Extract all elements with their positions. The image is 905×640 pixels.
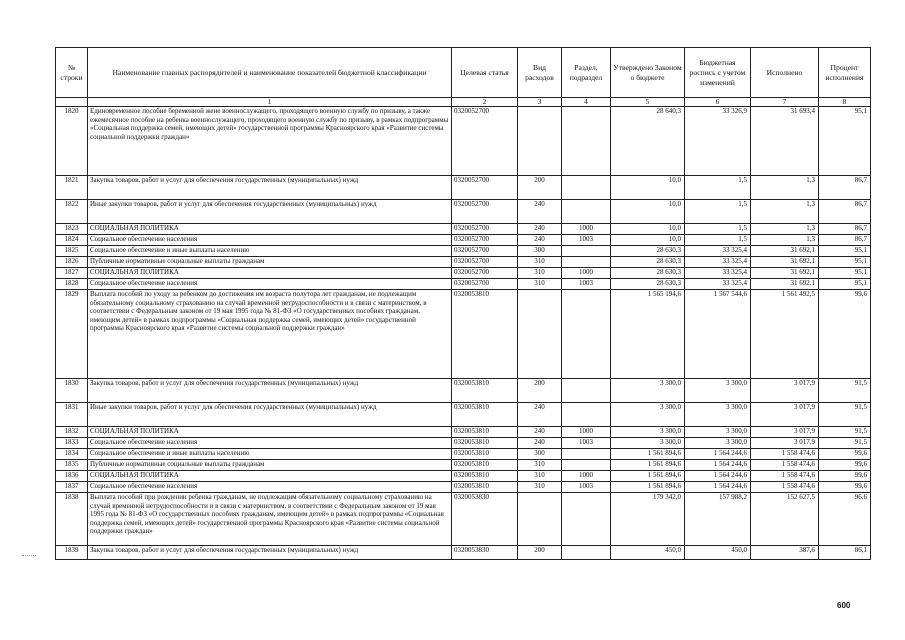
- budget-list-amount: 33 325,4: [685, 268, 751, 279]
- row-name: СОЦИАЛЬНАЯ ПОЛИТИКА: [88, 471, 452, 482]
- row-name: Социальное обеспечение и иные выплаты населению: [88, 449, 452, 460]
- header-budget-list: Бюджетная роспись с учетом изменений: [685, 48, 751, 98]
- row-name: СОЦИАЛЬНАЯ ПОЛИТИКА: [88, 427, 452, 438]
- row-number: 1834: [56, 449, 88, 460]
- approved-amount: 1 561 894,6: [611, 449, 685, 460]
- row-number: 1832: [56, 427, 88, 438]
- section-code: 1003: [562, 438, 611, 449]
- execution-percent: 95,1: [819, 279, 871, 290]
- approved-amount: 3 300,0: [611, 379, 685, 403]
- row-number: 1827: [56, 268, 88, 279]
- execution-percent: 99,6: [819, 471, 871, 482]
- execution-percent: 91,5: [819, 403, 871, 427]
- table-row: [56, 427, 871, 438]
- table-row: [56, 403, 871, 427]
- table-row: [56, 482, 871, 493]
- header-target: Целевая статья: [452, 48, 518, 98]
- approved-amount: 10,0: [611, 200, 685, 224]
- execution-percent: 95,1: [819, 268, 871, 279]
- approved-amount: 1 561 894,6: [611, 460, 685, 471]
- budget-list-amount: 1 564 244,6: [685, 482, 751, 493]
- executed-amount: 31 693,4: [751, 107, 819, 176]
- budget-list-amount: 1,5: [685, 200, 751, 224]
- executed-amount: 31 692,1: [751, 279, 819, 290]
- section-code: [562, 493, 611, 546]
- execution-percent: 99,6: [819, 449, 871, 460]
- target-article: 0320053810: [452, 290, 518, 379]
- expense-type: 310: [518, 279, 562, 290]
- budget-list-amount: 1 564 244,6: [685, 449, 751, 460]
- section-code: 1003: [562, 482, 611, 493]
- executed-amount: 1,3: [751, 176, 819, 200]
- executed-amount: 3 017,9: [751, 379, 819, 403]
- target-article: 0320053830: [452, 493, 518, 546]
- budget-list-amount: 1,5: [685, 235, 751, 246]
- expense-type: 240: [518, 403, 562, 427]
- header-approved: Утверждено Законом о бюджете: [611, 48, 685, 98]
- executed-amount: 1 558 474,6: [751, 460, 819, 471]
- section-code: [562, 257, 611, 268]
- row-number: 1822: [56, 200, 88, 224]
- expense-type: 240: [518, 224, 562, 235]
- budget-list-amount: 1,5: [685, 176, 751, 200]
- budget-list-amount: 450,0: [685, 546, 751, 560]
- header-executed: Исполнено: [751, 48, 819, 98]
- expense-type: [518, 107, 562, 176]
- section-code: [562, 107, 611, 176]
- approved-amount: 28 630,3: [611, 279, 685, 290]
- executed-amount: 1,3: [751, 200, 819, 224]
- expense-type: [518, 290, 562, 379]
- expense-type: 240: [518, 427, 562, 438]
- row-number: 1820: [56, 107, 88, 176]
- approved-amount: 10,0: [611, 235, 685, 246]
- expense-type: 310: [518, 471, 562, 482]
- budget-report-sheet: [55, 47, 870, 560]
- budget-list-amount: 157 988,2: [685, 493, 751, 546]
- expense-type: 310: [518, 460, 562, 471]
- section-code: [562, 403, 611, 427]
- executed-amount: 1,3: [751, 224, 819, 235]
- approved-amount: 10,0: [611, 224, 685, 235]
- target-article: 0320053810: [452, 403, 518, 427]
- row-number: 1835: [56, 460, 88, 471]
- header-row-no: № строки: [56, 48, 88, 98]
- row-name: Публичные нормативные социальные выплаты гражданам: [88, 257, 452, 268]
- execution-percent: 86,7: [819, 200, 871, 224]
- target-article: 0320052700: [452, 107, 518, 176]
- approved-amount: 3 300,0: [611, 438, 685, 449]
- budget-list-amount: 33 325,4: [685, 246, 751, 257]
- table-row: [56, 449, 871, 460]
- row-name: Иные закупки товаров, работ и услуг для обеспечения государственных (муниципальных) нужд: [88, 403, 452, 427]
- row-number: 1838: [56, 493, 88, 546]
- budget-list-amount: 1 564 244,6: [685, 471, 751, 482]
- row-name: Закупка товаров, работ и услуг для обеспечения государственных (муниципальных) нужд: [88, 176, 452, 200]
- table-row: [56, 268, 871, 279]
- execution-percent: 91,5: [819, 379, 871, 403]
- table-row: [56, 246, 871, 257]
- column-number: 2: [452, 98, 518, 107]
- row-number: 1830: [56, 379, 88, 403]
- approved-amount: 3 300,0: [611, 427, 685, 438]
- section-code: 1000: [562, 224, 611, 235]
- expense-type: [518, 493, 562, 546]
- expense-type: 200: [518, 176, 562, 200]
- row-name: Выплата пособий при рождении ребенка гражданам, не подлежащим обязательному социальному страхованию на случай временной нетрудоспособности и в связи с материнством, в соответствии с Федеральным законом от 19 мая 1995 года № 81-ФЗ «О государственных пособиях гражданам, имеющим детей» в рамках подпрограммы «Социальная поддержка семей, имеющих детей» государственной программы Красноярского края «Развитие системы социальной поддержки граждан»: [88, 493, 452, 546]
- row-name: Выплата пособий по уходу за ребенком до достижения им возраста полутора лет гражданам, не подлежащим обязательному социальному страхованию на случай временной нетрудоспособности и в связи с материнством, в соответствии с Федеральным законом от 19 мая 1995 года № 81-ФЗ «О государственных пособиях гражданам, имеющим детей» в рамках подпрограммы «Социальная поддержка семей, имеющих детей» государственной программы Красноярского края «Развитие системы социальной поддержки граждан»: [88, 290, 452, 379]
- budget-list-amount: 3 300,0: [685, 379, 751, 403]
- section-code: [562, 379, 611, 403]
- section-code: [562, 176, 611, 200]
- execution-percent: 99,6: [819, 482, 871, 493]
- table-row: [56, 224, 871, 235]
- target-article: 0320052700: [452, 224, 518, 235]
- column-number: 7: [751, 98, 819, 107]
- column-number: 8: [819, 98, 871, 107]
- table-header-row: [56, 48, 871, 98]
- row-name: Социальное обеспечение населения: [88, 279, 452, 290]
- budget-list-amount: 3 300,0: [685, 403, 751, 427]
- target-article: 0320053810: [452, 460, 518, 471]
- executed-amount: 387,6: [751, 546, 819, 560]
- expense-type: 310: [518, 257, 562, 268]
- execution-percent: 86,7: [819, 235, 871, 246]
- table-row: [56, 279, 871, 290]
- approved-amount: 3 300,0: [611, 403, 685, 427]
- target-article: 0320053810: [452, 427, 518, 438]
- column-number: 3: [518, 98, 562, 107]
- budget-list-amount: 33 326,9: [685, 107, 751, 176]
- execution-percent: 86,1: [819, 546, 871, 560]
- column-number-row: [56, 98, 871, 107]
- executed-amount: 152 627,5: [751, 493, 819, 546]
- budget-list-amount: 33 325,4: [685, 279, 751, 290]
- row-number: 1825: [56, 246, 88, 257]
- execution-percent: 95,1: [819, 257, 871, 268]
- column-number: [56, 98, 88, 107]
- approved-amount: 450,0: [611, 546, 685, 560]
- target-article: 0320053810: [452, 379, 518, 403]
- section-code: [562, 460, 611, 471]
- expense-type: 310: [518, 482, 562, 493]
- expense-type: 240: [518, 235, 562, 246]
- budget-execution-table: [55, 47, 871, 560]
- row-name: Единовременное пособие беременной жене военнослужащего, проходящего военную службу по призыву, а также ежемесячное пособие на ребенка военнослужащего, проходящего военную службу по призыву, в рамках подпрограммы «Социальная поддержка семей, имеющих детей» государственной программы Красноярского края «Развитие системы социальной поддержки граждан»: [88, 107, 452, 176]
- execution-percent: 99,6: [819, 290, 871, 379]
- row-name: СОЦИАЛЬНАЯ ПОЛИТИКА: [88, 268, 452, 279]
- table-row: [56, 176, 871, 200]
- table-body: [56, 107, 871, 560]
- execution-percent: 95,1: [819, 107, 871, 176]
- section-code: 1000: [562, 268, 611, 279]
- column-number: 4: [562, 98, 611, 107]
- row-number: 1821: [56, 176, 88, 200]
- table-row: [56, 290, 871, 379]
- table-row: [56, 546, 871, 560]
- section-code: 1003: [562, 235, 611, 246]
- section-code: [562, 290, 611, 379]
- column-number: 1: [88, 98, 452, 107]
- row-name: Закупка товаров, работ и услуг для обеспечения государственных (муниципальных) нужд: [88, 379, 452, 403]
- row-name: Иные закупки товаров, работ и услуг для обеспечения государственных (муниципальных) нужд: [88, 200, 452, 224]
- execution-percent: 99,6: [819, 460, 871, 471]
- executed-amount: 1 561 492,5: [751, 290, 819, 379]
- section-code: [562, 546, 611, 560]
- target-article: 0320053830: [452, 546, 518, 560]
- table-row: [56, 235, 871, 246]
- budget-list-amount: 1 564 244,6: [685, 460, 751, 471]
- budget-list-amount: 1,5: [685, 224, 751, 235]
- expense-type: 240: [518, 200, 562, 224]
- approved-amount: 1 561 894,6: [611, 482, 685, 493]
- section-code: [562, 200, 611, 224]
- header-percent: Процент исполнения: [819, 48, 871, 98]
- expense-type: 310: [518, 268, 562, 279]
- approved-amount: 28 630,3: [611, 268, 685, 279]
- approved-amount: 28 630,3: [611, 246, 685, 257]
- execution-percent: 86,7: [819, 176, 871, 200]
- expense-type: 300: [518, 246, 562, 257]
- page-number: 600: [837, 601, 851, 610]
- approved-amount: 1 561 894,6: [611, 471, 685, 482]
- execution-percent: 91,5: [819, 427, 871, 438]
- executed-amount: 1 558 474,6: [751, 482, 819, 493]
- section-code: 1000: [562, 427, 611, 438]
- target-article: 0320052700: [452, 235, 518, 246]
- row-number: 1831: [56, 403, 88, 427]
- header-name: Наименование главных распорядителей и наименование показателей бюджетной классификации: [88, 48, 452, 98]
- row-name: Социальное обеспечение населения: [88, 235, 452, 246]
- target-article: 0320052700: [452, 200, 518, 224]
- row-number: 1828: [56, 279, 88, 290]
- header-section: Раздел, подраздел: [562, 48, 611, 98]
- executed-amount: 1 558 474,6: [751, 449, 819, 460]
- row-number: 1829: [56, 290, 88, 379]
- table-row: [56, 379, 871, 403]
- target-article: 0320052700: [452, 268, 518, 279]
- table-row: [56, 257, 871, 268]
- target-article: 0320052700: [452, 246, 518, 257]
- expense-type: 300: [518, 449, 562, 460]
- approved-amount: 28 630,3: [611, 257, 685, 268]
- row-name: СОЦИАЛЬНАЯ ПОЛИТИКА: [88, 224, 452, 235]
- row-name: Публичные нормативные социальные выплаты гражданам: [88, 460, 452, 471]
- executed-amount: 31 692,1: [751, 246, 819, 257]
- target-article: 0320053810: [452, 438, 518, 449]
- table-row: [56, 438, 871, 449]
- section-code: [562, 246, 611, 257]
- section-code: 1000: [562, 471, 611, 482]
- approved-amount: 1 565 194,6: [611, 290, 685, 379]
- row-number: 1839: [56, 546, 88, 560]
- row-name: Закупка товаров, работ и услуг для обеспечения государственных (муниципальных) нужд: [88, 546, 452, 560]
- row-name: Социальное обеспечение населения: [88, 438, 452, 449]
- header-exp-type: Вид расходов: [518, 48, 562, 98]
- execution-percent: 86,7: [819, 224, 871, 235]
- executed-amount: 3 017,9: [751, 427, 819, 438]
- table-row: [56, 200, 871, 224]
- row-number: 1823: [56, 224, 88, 235]
- expense-type: 200: [518, 379, 562, 403]
- section-code: [562, 449, 611, 460]
- row-number: 1824: [56, 235, 88, 246]
- table-row: [56, 107, 871, 176]
- approved-amount: 10,0: [611, 176, 685, 200]
- budget-list-amount: 33 325,4: [685, 257, 751, 268]
- row-number: 1826: [56, 257, 88, 268]
- target-article: 0320053810: [452, 482, 518, 493]
- executed-amount: 1,3: [751, 235, 819, 246]
- column-number: 5: [611, 98, 685, 107]
- row-name: Социальное обеспечение и иные выплаты населению: [88, 246, 452, 257]
- expense-type: 200: [518, 546, 562, 560]
- margin-mark: [22, 555, 36, 557]
- row-number: 1837: [56, 482, 88, 493]
- row-number: 1833: [56, 438, 88, 449]
- executed-amount: 3 017,9: [751, 403, 819, 427]
- approved-amount: 28 640,3: [611, 107, 685, 176]
- executed-amount: 31 692,1: [751, 257, 819, 268]
- row-name: Социальное обеспечение населения: [88, 482, 452, 493]
- executed-amount: 1 558 474,6: [751, 471, 819, 482]
- execution-percent: 96,6: [819, 493, 871, 546]
- budget-list-amount: 3 300,0: [685, 427, 751, 438]
- target-article: 0320053810: [452, 449, 518, 460]
- column-number: 6: [685, 98, 751, 107]
- execution-percent: 95,1: [819, 246, 871, 257]
- budget-list-amount: 3 300,0: [685, 438, 751, 449]
- execution-percent: 91,5: [819, 438, 871, 449]
- row-number: 1836: [56, 471, 88, 482]
- executed-amount: 3 017,9: [751, 438, 819, 449]
- table-row: [56, 471, 871, 482]
- section-code: 1003: [562, 279, 611, 290]
- executed-amount: 31 692,1: [751, 268, 819, 279]
- target-article: 0320052700: [452, 257, 518, 268]
- expense-type: 240: [518, 438, 562, 449]
- target-article: 0320053810: [452, 471, 518, 482]
- table-row: [56, 460, 871, 471]
- target-article: 0320052700: [452, 279, 518, 290]
- target-article: 0320052700: [452, 176, 518, 200]
- budget-list-amount: 1 567 544,6: [685, 290, 751, 379]
- approved-amount: 179 342,0: [611, 493, 685, 546]
- table-row: [56, 493, 871, 546]
